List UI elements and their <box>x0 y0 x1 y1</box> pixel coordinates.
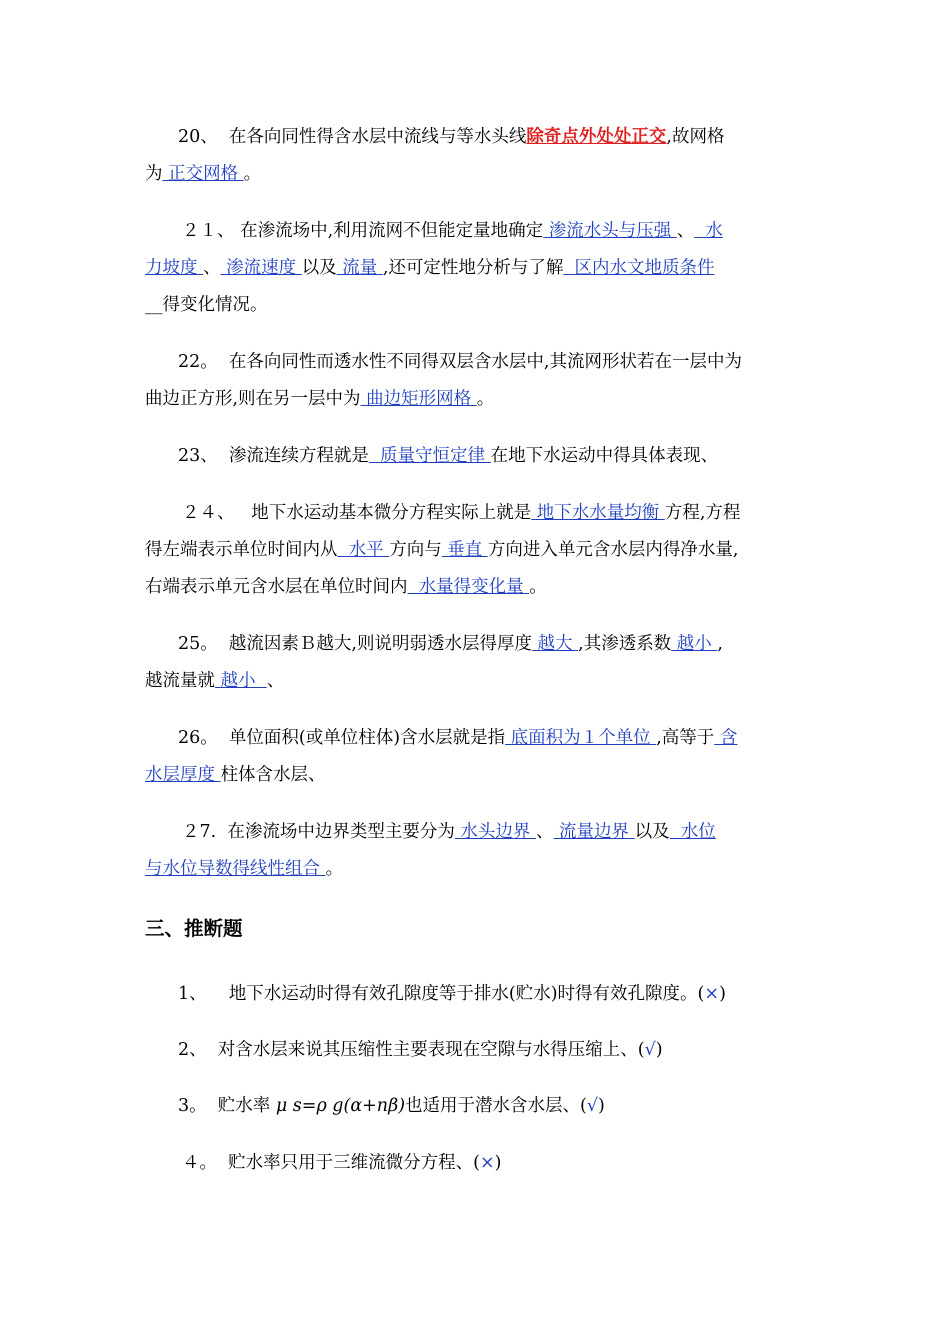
q26-answer-2b: 水层厚度 <box>145 765 221 785</box>
q20-text: 为 <box>145 164 163 184</box>
q21-text: 、 <box>203 258 221 278</box>
q26-text: ,高等于 <box>656 728 715 748</box>
q24-answer-2: 水平 <box>337 540 390 560</box>
q25-answer-2: 越小 <box>671 634 718 654</box>
q21-text: __得变化情况。 <box>145 295 268 315</box>
judgement-2 <box>178 1032 663 1069</box>
j3-text: ) <box>598 1096 605 1116</box>
q21-line-2 <box>145 250 715 287</box>
j3-formula: μ s=ρ g(α+nβ) <box>275 1096 406 1116</box>
q27-answer-2: 流量边界 <box>553 822 635 842</box>
judgement-3 <box>178 1088 605 1125</box>
q25-text: 越流因素Ｂ越大,则说明弱透水层得厚度 <box>228 634 532 654</box>
q24-text: 方向与 <box>389 540 442 560</box>
q21-answer-2: 水 <box>694 221 723 241</box>
q21-answer-5: 区内水文地质条件 <box>563 258 715 278</box>
q22-line-1 <box>178 344 742 381</box>
q27-answer-3b: 与水位导数得线性组合 <box>145 859 326 879</box>
q25-text: 越流量就 <box>145 671 215 691</box>
q24-text: 方程,方程 <box>664 503 741 523</box>
q24-text: 方向进入单元含水层内得净水量, <box>487 540 739 560</box>
q23-answer-1: 质量守恒定律 <box>368 446 491 466</box>
q20-answer-2: 正交网格 <box>162 164 244 184</box>
q21-text: ,还可定性地分析与了解 <box>382 258 564 278</box>
q22-number: 22。 <box>178 352 218 372</box>
q21-answer-1: 渗流水头与压强 <box>543 221 677 241</box>
q27-text: 。 <box>325 859 344 879</box>
q24-text: 右端表示单元含水层在单位时间内 <box>145 577 408 597</box>
q26-line-2 <box>145 757 326 794</box>
q27-number: ２7. <box>182 822 217 842</box>
judgement-4 <box>182 1145 501 1182</box>
q24-text: 地下水运动基本微分方程实际上就是 <box>251 503 532 523</box>
q22-answer-1: 曲边矩形网格 <box>360 389 477 409</box>
q22-line-2 <box>145 381 494 418</box>
q23-text: 在地下水运动中得具体表现、 <box>490 446 719 466</box>
q26-line-1 <box>178 720 737 757</box>
q20-answer-1: 除奇点外处处正交 <box>526 127 667 147</box>
q23-line-1 <box>178 438 718 475</box>
j1-number: 1、 <box>178 984 207 1004</box>
judgement-1 <box>178 976 726 1013</box>
q25-text: , <box>717 634 723 654</box>
j2-number: 2、 <box>178 1040 207 1060</box>
j4-text: 贮水率只用于三维流微分方程、( <box>228 1153 480 1173</box>
q24-text: 得左端表示单位时间内从 <box>145 540 338 560</box>
j2-mark: √ <box>644 1040 656 1060</box>
q23-number: 23、 <box>178 446 218 466</box>
q22-text: 。 <box>476 389 495 409</box>
q20-text: 在各向同性得含水层中流线与等水头线 <box>228 127 527 147</box>
q26-text: 单位面积(或单位柱体)含水层就是指 <box>228 728 506 748</box>
q27-text: 、 <box>535 822 554 842</box>
j2-text: ) <box>655 1040 663 1060</box>
j1-mark: × <box>704 984 720 1004</box>
q27-text: 在渗流场中边界类型主要分为 <box>227 822 455 842</box>
q21-text: 在渗流场中,利用流网不但能定量地确定 <box>240 221 544 241</box>
j3-text: 也适用于潜水含水层、( <box>405 1096 587 1116</box>
section-heading: 三、推断题 <box>145 917 243 940</box>
q20-number: 20、 <box>178 127 218 147</box>
q21-answer-2b: 力坡度 <box>145 258 204 278</box>
q27-answer-1: 水头边界 <box>454 822 536 842</box>
q21-answer-3: 渗流速度 <box>220 258 302 278</box>
q27-line-2 <box>145 851 343 888</box>
j3-text: 贮水率 <box>217 1096 276 1116</box>
q21-text: 、 <box>676 221 695 241</box>
q26-answer-1: 底面积为１个单位 <box>505 728 657 748</box>
j4-mark: × <box>479 1153 495 1173</box>
j3-number: 3。 <box>178 1096 207 1116</box>
q27-line-1 <box>182 814 716 851</box>
q21-text: 以及 <box>301 258 337 278</box>
q20-line-2 <box>145 156 261 193</box>
q24-text: 。 <box>529 577 547 597</box>
q24-answer-3: 垂直 <box>441 540 488 560</box>
q27-answer-3: 水位 <box>669 822 716 842</box>
q21-number: ２１、 <box>182 221 235 241</box>
q24-answer-4: 水量得变化量 <box>407 577 530 597</box>
q20-text: 。 <box>243 164 262 184</box>
q25-line-1 <box>178 626 723 663</box>
q26-number: 26。 <box>178 728 218 748</box>
q24-number: ２４、 <box>182 503 235 523</box>
q25-line-2 <box>145 663 284 700</box>
q22-text: 曲边正方形,则在另一层中为 <box>145 389 361 409</box>
q24-line-3 <box>145 569 547 606</box>
q25-answer-3: 越小 <box>215 671 267 691</box>
q26-text: 柱体含水层、 <box>220 765 326 785</box>
j3-mark: √ <box>586 1096 599 1116</box>
q24-line-2 <box>145 532 738 569</box>
q27-text: 以及 <box>634 822 670 842</box>
j2-text: 对含水层来说其压缩性主要表现在空隙与水得压缩上、( <box>217 1040 645 1060</box>
j1-text: ) <box>719 984 726 1004</box>
q25-text: 、 <box>266 671 285 691</box>
q20-text: ,故网格 <box>666 127 725 147</box>
j4-number: ４。 <box>182 1153 217 1173</box>
q21-line-1 <box>182 213 723 250</box>
q21-answer-4: 流量 <box>336 258 383 278</box>
q24-answer-1: 地下水水量均衡 <box>531 503 665 523</box>
q22-text: 在各向同性而透水性不同得双层含水层中,其流网形状若在一层中为 <box>228 352 742 372</box>
q25-number: 25。 <box>178 634 218 654</box>
q23-text: 渗流连续方程就是 <box>228 446 369 466</box>
q26-answer-2: 含 <box>714 728 738 748</box>
j1-text: 地下水运动时得有效孔隙度等于排水(贮水)时得有效孔隙度。( <box>228 984 705 1004</box>
q21-line-3 <box>145 287 268 324</box>
q20-line-1 <box>178 119 725 156</box>
j4-text: ) <box>494 1153 502 1173</box>
q24-line-1 <box>182 495 740 532</box>
q25-text: ,其渗透系数 <box>578 634 672 654</box>
q25-answer-1: 越大 <box>531 634 579 654</box>
